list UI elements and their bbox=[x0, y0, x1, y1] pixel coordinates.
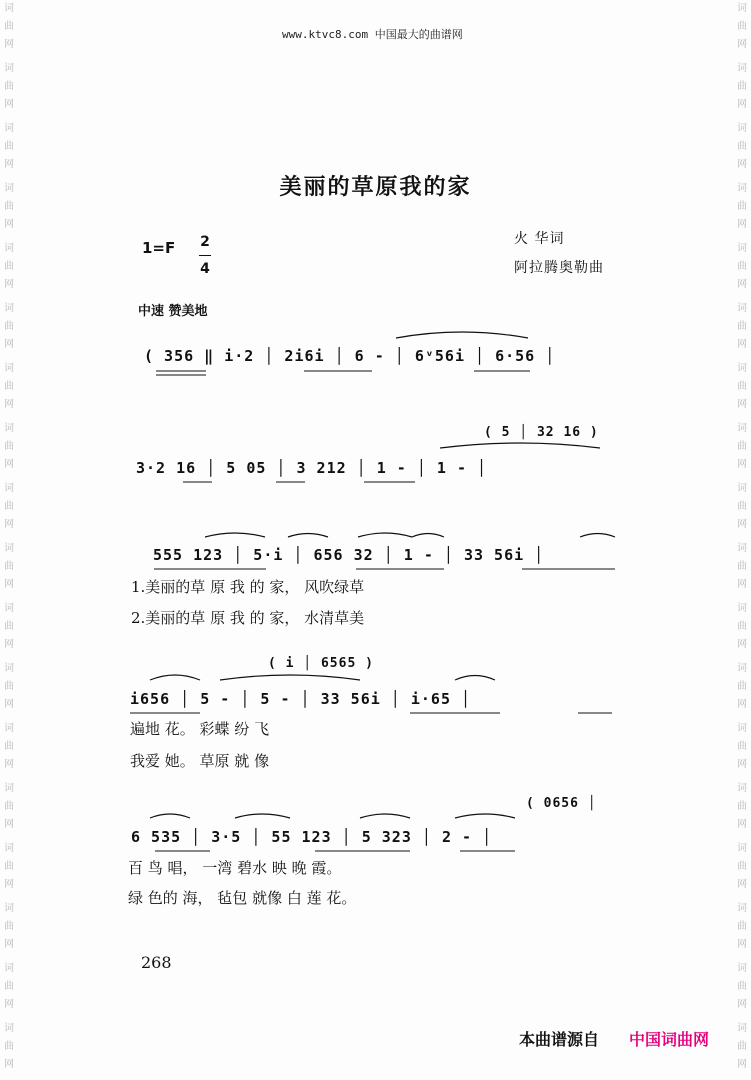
watermark-text: 词 曲 网 bbox=[4, 63, 14, 110]
footer-site-link[interactable]: 中国词曲网 bbox=[629, 1030, 710, 1049]
system3-notes: 555 123 │ 5·i │ 656 32 │ 1 - │ 33 56i │ bbox=[153, 546, 545, 564]
time-signature-top: 2 bbox=[200, 234, 210, 250]
slur-mark bbox=[288, 534, 328, 538]
page-number: 268 bbox=[141, 953, 172, 972]
watermark-text: 词 曲 网 bbox=[737, 963, 747, 1010]
tempo-marking: 中速 赞美地 bbox=[138, 304, 208, 319]
watermark-text: 词 曲 网 bbox=[4, 723, 14, 770]
slur-mark bbox=[360, 814, 410, 818]
system5-notes: 6 535 │ 3·5 │ 55 123 │ 5 323 │ 2 - │ bbox=[131, 828, 493, 846]
watermark-text: 词 曲 网 bbox=[737, 783, 747, 830]
watermark-text: 词 曲 网 bbox=[4, 783, 14, 830]
slur-mark bbox=[440, 443, 600, 448]
system5-cue-notes: ( 0656 │ bbox=[526, 796, 597, 811]
watermark-text: 词 曲 网 bbox=[737, 3, 747, 50]
slur-mark bbox=[205, 533, 265, 537]
watermark-text: 词 曲 网 bbox=[737, 1023, 747, 1070]
composer-credit: 阿拉腾奥勒曲 bbox=[514, 260, 604, 276]
slur-mark bbox=[358, 533, 412, 537]
watermark-text: 词 曲 网 bbox=[4, 1023, 14, 1070]
watermark-text: 词 曲 网 bbox=[4, 123, 14, 170]
watermark-text: 词 曲 网 bbox=[4, 963, 14, 1010]
slur-mark bbox=[150, 675, 200, 680]
watermark-text: 词 曲 网 bbox=[737, 723, 747, 770]
system1-notes: ( 356 ‖ i·2 │ 2i6i │ 6 - │ 6ᵛ56i │ 6·56 │ bbox=[144, 347, 556, 365]
watermark-text: 词 曲 网 bbox=[737, 183, 747, 230]
watermark-text: 词 曲 网 bbox=[4, 603, 14, 650]
watermark-text: 词 曲 网 bbox=[4, 363, 14, 410]
slur-mark bbox=[412, 534, 444, 538]
watermark-text: 词 曲 网 bbox=[4, 543, 14, 590]
watermark-text: 词 曲 网 bbox=[737, 603, 747, 650]
slur-mark bbox=[235, 814, 290, 818]
watermark-text: 词 曲 网 bbox=[4, 903, 14, 950]
slur-mark bbox=[220, 675, 360, 680]
watermark-text: 词 曲 网 bbox=[4, 183, 14, 230]
watermark-text: 词 曲 网 bbox=[4, 423, 14, 470]
lyricist-credit: 火 华词 bbox=[514, 231, 565, 247]
system2-notes: 3·2 16 │ 5 05 │ 3 212 │ 1 - │ 1 - │ bbox=[136, 459, 488, 477]
slur-mark bbox=[396, 332, 528, 338]
slur-mark bbox=[150, 814, 190, 818]
watermark-text: 词 曲 网 bbox=[4, 3, 14, 50]
system4-cue-notes: ( i │ 6565 ) bbox=[268, 656, 374, 671]
watermark-text: 词 曲 网 bbox=[737, 903, 747, 950]
watermark-text: 词 曲 网 bbox=[737, 303, 747, 350]
slur-mark bbox=[455, 814, 515, 818]
watermark-text: 词 曲 网 bbox=[737, 243, 747, 290]
watermark-text: 词 曲 网 bbox=[737, 423, 747, 470]
watermark-text: 词 曲 网 bbox=[737, 63, 747, 110]
song-title: 美丽的草原我的家 bbox=[279, 175, 472, 200]
watermark-text: 词 曲 网 bbox=[737, 843, 747, 890]
footer-source-label: 本曲谱源自 bbox=[519, 1030, 600, 1049]
system3-lyrics-verse1: 1.美丽的草 原 我 的 家， 风吹绿草 bbox=[131, 578, 365, 596]
watermark-text: 词 曲 网 bbox=[737, 543, 747, 590]
slur-mark bbox=[455, 676, 495, 681]
system2-cue-notes: ( 5 │ 32 16 ) bbox=[484, 425, 599, 440]
slur-mark bbox=[580, 534, 615, 538]
system3-lyrics-verse2: 2.美丽的草 原 我 的 家， 水清草美 bbox=[131, 609, 365, 627]
watermark-text: 词 曲 网 bbox=[4, 663, 14, 710]
watermark-text: 词 曲 网 bbox=[4, 483, 14, 530]
system4-lyrics-verse1: 遍地 花。 彩蝶 纷 飞 bbox=[130, 720, 270, 738]
key-signature: 1=F bbox=[142, 239, 176, 257]
watermark-text: 词 曲 网 bbox=[4, 303, 14, 350]
system4-lyrics-verse2: 我爱 她。 草原 就 像 bbox=[130, 752, 270, 770]
watermark-text: 词 曲 网 bbox=[4, 843, 14, 890]
site-header[interactable]: www.ktvc8.com 中国最大的曲谱网 bbox=[282, 28, 463, 41]
watermark-text: 词 曲 网 bbox=[4, 243, 14, 290]
watermark-text: 词 曲 网 bbox=[737, 123, 747, 170]
watermark-text: 词 曲 网 bbox=[737, 363, 747, 410]
system4-notes: i656 │ 5 - │ 5 - │ 33 56i │ i·65 │ bbox=[130, 690, 472, 708]
watermark-text: 词 曲 网 bbox=[737, 483, 747, 530]
system5-lyrics-verse1: 百 鸟 唱， 一湾 碧水 映 晚 霞。 bbox=[128, 859, 342, 877]
watermark-text: 词 曲 网 bbox=[737, 663, 747, 710]
time-signature-bottom: 4 bbox=[200, 261, 210, 277]
system5-lyrics-verse2: 绿 色的 海， 毡包 就像 白 莲 花。 bbox=[128, 889, 357, 907]
